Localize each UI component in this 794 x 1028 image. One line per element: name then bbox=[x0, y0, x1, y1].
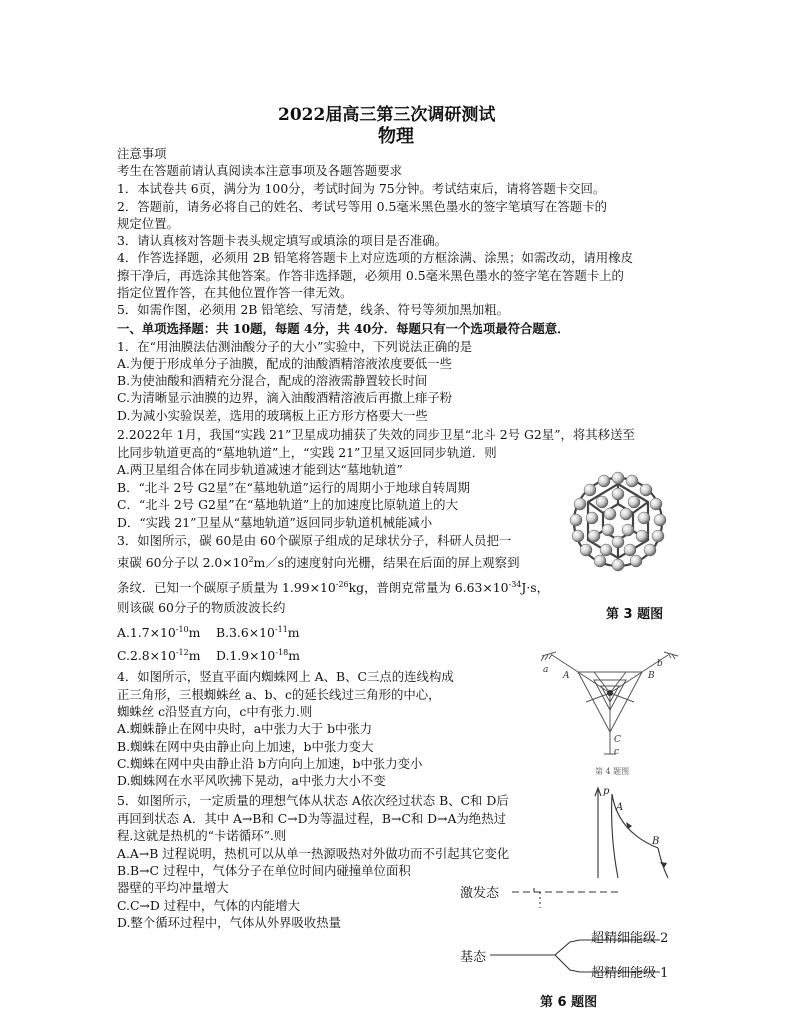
q4-stem: 4．如图所示，竖直平面内蜘蛛网上 A、B、C三点的连线构成 bbox=[117, 669, 454, 684]
figure-3-caption: 第 3 题图 bbox=[606, 607, 664, 622]
spider-label-B: B bbox=[648, 671, 655, 681]
q1-option-d: D.为减小实验误差，选用的玻璃板上正方形方格要大一些 bbox=[117, 408, 428, 423]
c60-molecule-figure bbox=[560, 460, 676, 615]
notice-line: 5．如需作图，必须用 2B 铅笔绘、写清楚，线条、符号等须加黑加粗。 bbox=[117, 302, 510, 317]
q2-stem: 2.2022年 1月，我国“实践 21”卫星成功捕获了失效的同步卫星“北斗 2号 G2星”，将其移送至 bbox=[117, 427, 635, 442]
q4-stem: 蜘蛛丝 c沿竖直方向，c中有张力.则 bbox=[117, 704, 313, 719]
q1-option-c: C.为清晰显示油膜的边界，滴入油酸酒精溶液后再撒上痱子粉 bbox=[117, 390, 453, 405]
q2-stem: 比同步轨道更高的“墓地轨道”上，“实践 21”卫星又返回同步轨道．则 bbox=[117, 445, 497, 460]
q3-option-a: $A.1.7\times 10^{-10}m$ bbox=[117, 624, 201, 640]
q5-option-a: A.A→B 过程说明，热机可以从单一热源吸热对外做功而不引起其它变化 bbox=[117, 846, 510, 861]
notice-line: 指定位置作答，在其他位置作答一律无效。 bbox=[117, 285, 353, 300]
q4-option-a: A.蜘蛛静止在网中央时，a中张力大于 b中张力 bbox=[117, 721, 373, 736]
q3-stem: 则该碳 60分子的物质波波长约 bbox=[117, 600, 286, 615]
subject-title: 物理 bbox=[378, 126, 414, 147]
section-heading: 一、单项选择题：共 10题，每题 4分，共 40分．每题只有一个选项最符合题意． bbox=[117, 321, 570, 336]
q5-option-d: D.整个循环过程中，气体从外界吸收热量 bbox=[117, 915, 342, 930]
q3-stem: 3．如图所示，碳 60是由 60个碳原子组成的足球状分子，科研人员把一 bbox=[117, 533, 512, 548]
q5-stem: 再回到状态 A．其中 A→B和 C→D为等温过程，B→C和 D→A为绝热过 bbox=[117, 811, 506, 826]
notice-heading: 注意事项 bbox=[117, 146, 167, 161]
pv-axis-label-p: p bbox=[603, 786, 610, 797]
spider-label-c: c bbox=[614, 747, 620, 757]
notice-line: 1．本试卷共 6页，满分为 100分，考试时间为 75分钟。考试结束后，请将答题卡交回。 bbox=[117, 181, 606, 196]
spider-label-b: b bbox=[657, 659, 663, 669]
notice-line: 擦干净后，再选涂其他答案。作答非选择题，必须用 0.5毫米黑色墨水的签字笔在答题卡上的 bbox=[117, 268, 624, 283]
q5-stem: 5．如图所示，一定质量的理想气体从状态 A依次经过状态 B、C和 D后 bbox=[117, 793, 509, 808]
q4-option-d: D.蜘蛛网在水平风吹拂下晃动，a中张力大小不变 bbox=[117, 773, 386, 788]
notice-line: 规定位置。 bbox=[117, 216, 179, 231]
q5-option-b: 器壁的平均冲量增大 bbox=[117, 880, 229, 895]
q2-option-a: A.两卫星组合体在同步轨道减速才能到达“墓地轨道” bbox=[117, 462, 403, 477]
notice-line: 3．请认真核对答题卡表头规定填写或填涂的项目是否准确。 bbox=[117, 233, 448, 248]
spider-label-A: A bbox=[563, 671, 570, 681]
q3-option-c: $C.2.8\times 10^{-12}m$ bbox=[117, 647, 201, 663]
q3-stem: 条纹．已知一个碳原子质量为 $1.99\times 10^{-26}kg$，普朗克常量为 $6.63\times 10^{-34}J\cdot s$， bbox=[117, 579, 550, 595]
q3-option-d: $D.1.9\times 10^{-18}m$ bbox=[216, 647, 300, 663]
q1-option-a: A.为便于形成单分子油膜，配成的油酸酒精溶液浓度要低一些 bbox=[117, 356, 453, 371]
notice-line: 考生在答题前请认真阅读本注意事项及各题答题要求 bbox=[117, 163, 402, 178]
q3-stem: 束碳 60分子以 $2.0\times 10^2m/s$的速度射向光栅，结果在后面的屏上观察到 bbox=[117, 554, 520, 570]
spider-label-C: C bbox=[614, 735, 621, 745]
q2-option-c: C．“北斗 2号 G2星”在“墓地轨道”上的加速度比原轨道上的大 bbox=[117, 497, 458, 512]
energy-level2-label: 超精细能级 2 bbox=[591, 931, 669, 946]
figure-4-caption: 第 4 题图 bbox=[595, 767, 630, 776]
spider-label-a: a bbox=[543, 665, 549, 675]
pv-label-A: A bbox=[616, 802, 624, 813]
q1-stem: 1．在“用油膜法估测油酸分子的大小”实验中，下列说法正确的是 bbox=[117, 339, 473, 354]
q2-option-d: D．“实践 21”卫星从“墓地轨道”返回同步轨道机械能减小 bbox=[117, 515, 433, 530]
q2-option-b: B．“北斗 2号 G2星”在“墓地轨道”运行的周期小于地球自转周期 bbox=[117, 480, 470, 495]
q5-stem: 程.这就是热机的“卡诺循环”.则 bbox=[117, 828, 287, 843]
q1-option-b: B.为使油酸和酒精充分混合，配成的溶液需静置较长时间 bbox=[117, 373, 428, 388]
page-title: 2022届高三第三次调研测试 bbox=[278, 105, 496, 125]
notice-line: 4．作答选择题，必须用 2B 铅笔将答题卡上对应选项的方框涂满、涂黑；如需改动，请用橡皮 bbox=[117, 250, 633, 265]
q3-option-b: $B.3.6\times 10^{-11}m$ bbox=[216, 624, 300, 640]
energy-excited-label: 激发态 bbox=[460, 886, 500, 901]
spider-web-figure bbox=[540, 650, 680, 765]
energy-ground-label: 基态 bbox=[460, 950, 487, 965]
q5-option-b: B.B→C 过程中，气体分子在单位时间内碰撞单位面积 bbox=[117, 863, 411, 878]
figure-6-caption: 第 6 题图 bbox=[540, 995, 598, 1010]
q5-option-c: C.C→D 过程中，气体的内能增大 bbox=[117, 898, 301, 913]
notice-line: 2．答题前，请务必将自己的姓名、考试号等用 0.5毫米黑色墨水的签字笔填写在答题卡的 bbox=[117, 199, 607, 214]
q4-stem: 正三角形，三根蜘蛛丝 a、b、c的延长线过三角形的中心， bbox=[117, 687, 441, 702]
q4-option-b: B.蜘蛛在网中央由静止向上加速，b中张力变大 bbox=[117, 739, 374, 754]
pv-label-B: B bbox=[652, 836, 660, 847]
energy-level1-label: 超精细能级 1 bbox=[591, 966, 669, 981]
q4-option-c: C.蜘蛛在网中央由静止沿 b方向向上加速，b中张力变小 bbox=[117, 756, 423, 771]
